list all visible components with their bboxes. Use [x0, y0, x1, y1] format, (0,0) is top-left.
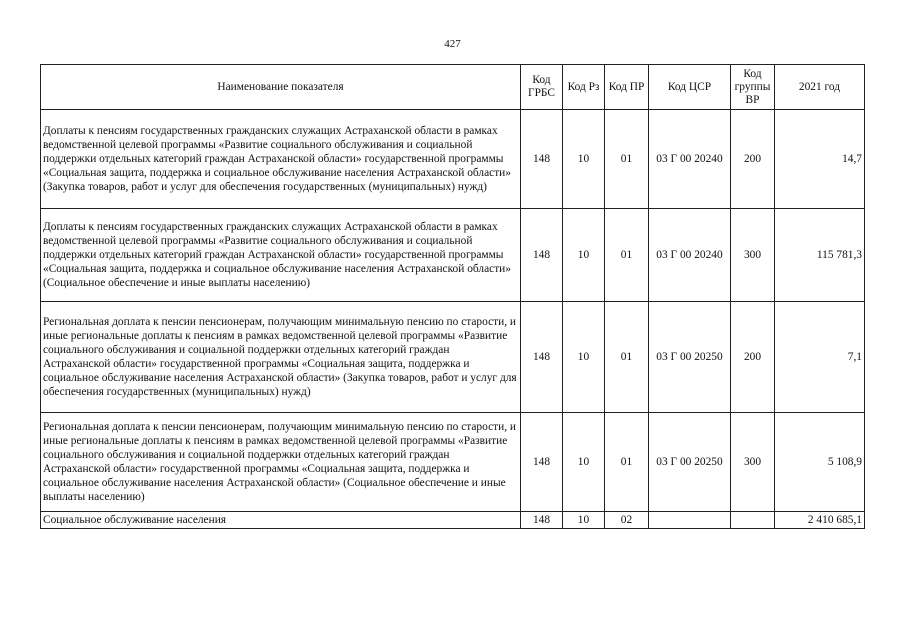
header-vr: Код группы ВР [731, 65, 775, 110]
header-pr: Код ПР [605, 65, 649, 110]
table-row [41, 209, 865, 302]
row-pr: 01 [605, 110, 649, 209]
row-vr: 300 [731, 413, 775, 512]
row-grbs: 148 [521, 413, 563, 512]
row-vr [731, 512, 775, 529]
table-row [41, 512, 865, 529]
row-grbs: 148 [521, 209, 563, 302]
row-rz: 10 [563, 302, 605, 413]
row-grbs: 148 [521, 512, 563, 529]
row-pr: 01 [605, 302, 649, 413]
row-amount: 115 781,3 [775, 209, 865, 302]
row-csr: 03 Г 00 20250 [649, 302, 731, 413]
row-rz: 10 [563, 209, 605, 302]
row-csr: 03 Г 00 20250 [649, 413, 731, 512]
row-grbs: 148 [521, 302, 563, 413]
row-amount: 7,1 [775, 302, 865, 413]
page-number: 427 [444, 38, 461, 50]
row-name: Региональная доплата к пенсии пенсионерам, получающим минимальную пенсию по старости, и иные региональные доплаты к пенсиям в рамках ведомственной целевой программы «Развитие социального обслуживания и социальной поддержки отдельных категорий граждан Астраханской области» государственной программы «Социальная защита, поддержка и социальное обслуживание населения Астраханской области» (Закупка товаров, работ и услуг для обеспечения государственных (муниципальных) нужд) [41, 302, 521, 413]
header-grbs: Код ГРБС [521, 65, 563, 110]
row-name: Региональная доплата к пенсии пенсионерам, получающим минимальную пенсию по старости, и иные региональные доплаты к пенсиям в рамках ведомственной целевой программы «Развитие социального обслуживания и социальной поддержки отдельных категорий граждан Астраханской области» государственной программы «Социальная защита, поддержка и социальное обслуживание населения Астраханской области» (Социальное обеспечение и иные выплаты населению) [41, 413, 521, 512]
row-csr [649, 512, 731, 529]
row-rz: 10 [563, 512, 605, 529]
row-grbs: 148 [521, 110, 563, 209]
row-pr: 01 [605, 209, 649, 302]
row-amount: 2 410 685,1 [775, 512, 865, 529]
row-rz: 10 [563, 110, 605, 209]
row-vr: 200 [731, 302, 775, 413]
row-amount: 5 108,9 [775, 413, 865, 512]
row-csr: 03 Г 00 20240 [649, 110, 731, 209]
row-csr: 03 Г 00 20240 [649, 209, 731, 302]
row-name: Доплаты к пенсиям государственных гражданских служащих Астраханской области в рамках ведомственной целевой программы «Развитие социального обслуживания и социальной поддержки отдельных категорий граждан Астраханской области» государственной программы «Социальная защита, поддержка и социальное обслуживание населения Астраханской области» (Закупка товаров, работ и услуг для обеспечения государственных (муниципальных) нужд) [41, 110, 521, 209]
row-vr: 200 [731, 110, 775, 209]
table-header-row [41, 65, 865, 110]
table-row [41, 110, 865, 209]
table-row [41, 302, 865, 413]
header-rz: Код Рз [563, 65, 605, 110]
row-name: Социальное обслуживание населения [41, 512, 521, 529]
row-name: Доплаты к пенсиям государственных гражданских служащих Астраханской области в рамках ведомственной целевой программы «Развитие социального обслуживания и социальной поддержки отдельных категорий граждан Астраханской области» государственной программы «Социальная защита, поддержка и социальное обслуживание населения Астраханской области» (Социальное обеспечение и иные выплаты населению) [41, 209, 521, 302]
row-amount: 14,7 [775, 110, 865, 209]
row-pr: 01 [605, 413, 649, 512]
header-name: Наименование показателя [41, 65, 521, 110]
row-pr: 02 [605, 512, 649, 529]
header-csr: Код ЦСР [649, 65, 731, 110]
row-vr: 300 [731, 209, 775, 302]
budget-table [40, 64, 865, 529]
table-row [41, 413, 865, 512]
row-rz: 10 [563, 413, 605, 512]
header-year: 2021 год [775, 65, 865, 110]
